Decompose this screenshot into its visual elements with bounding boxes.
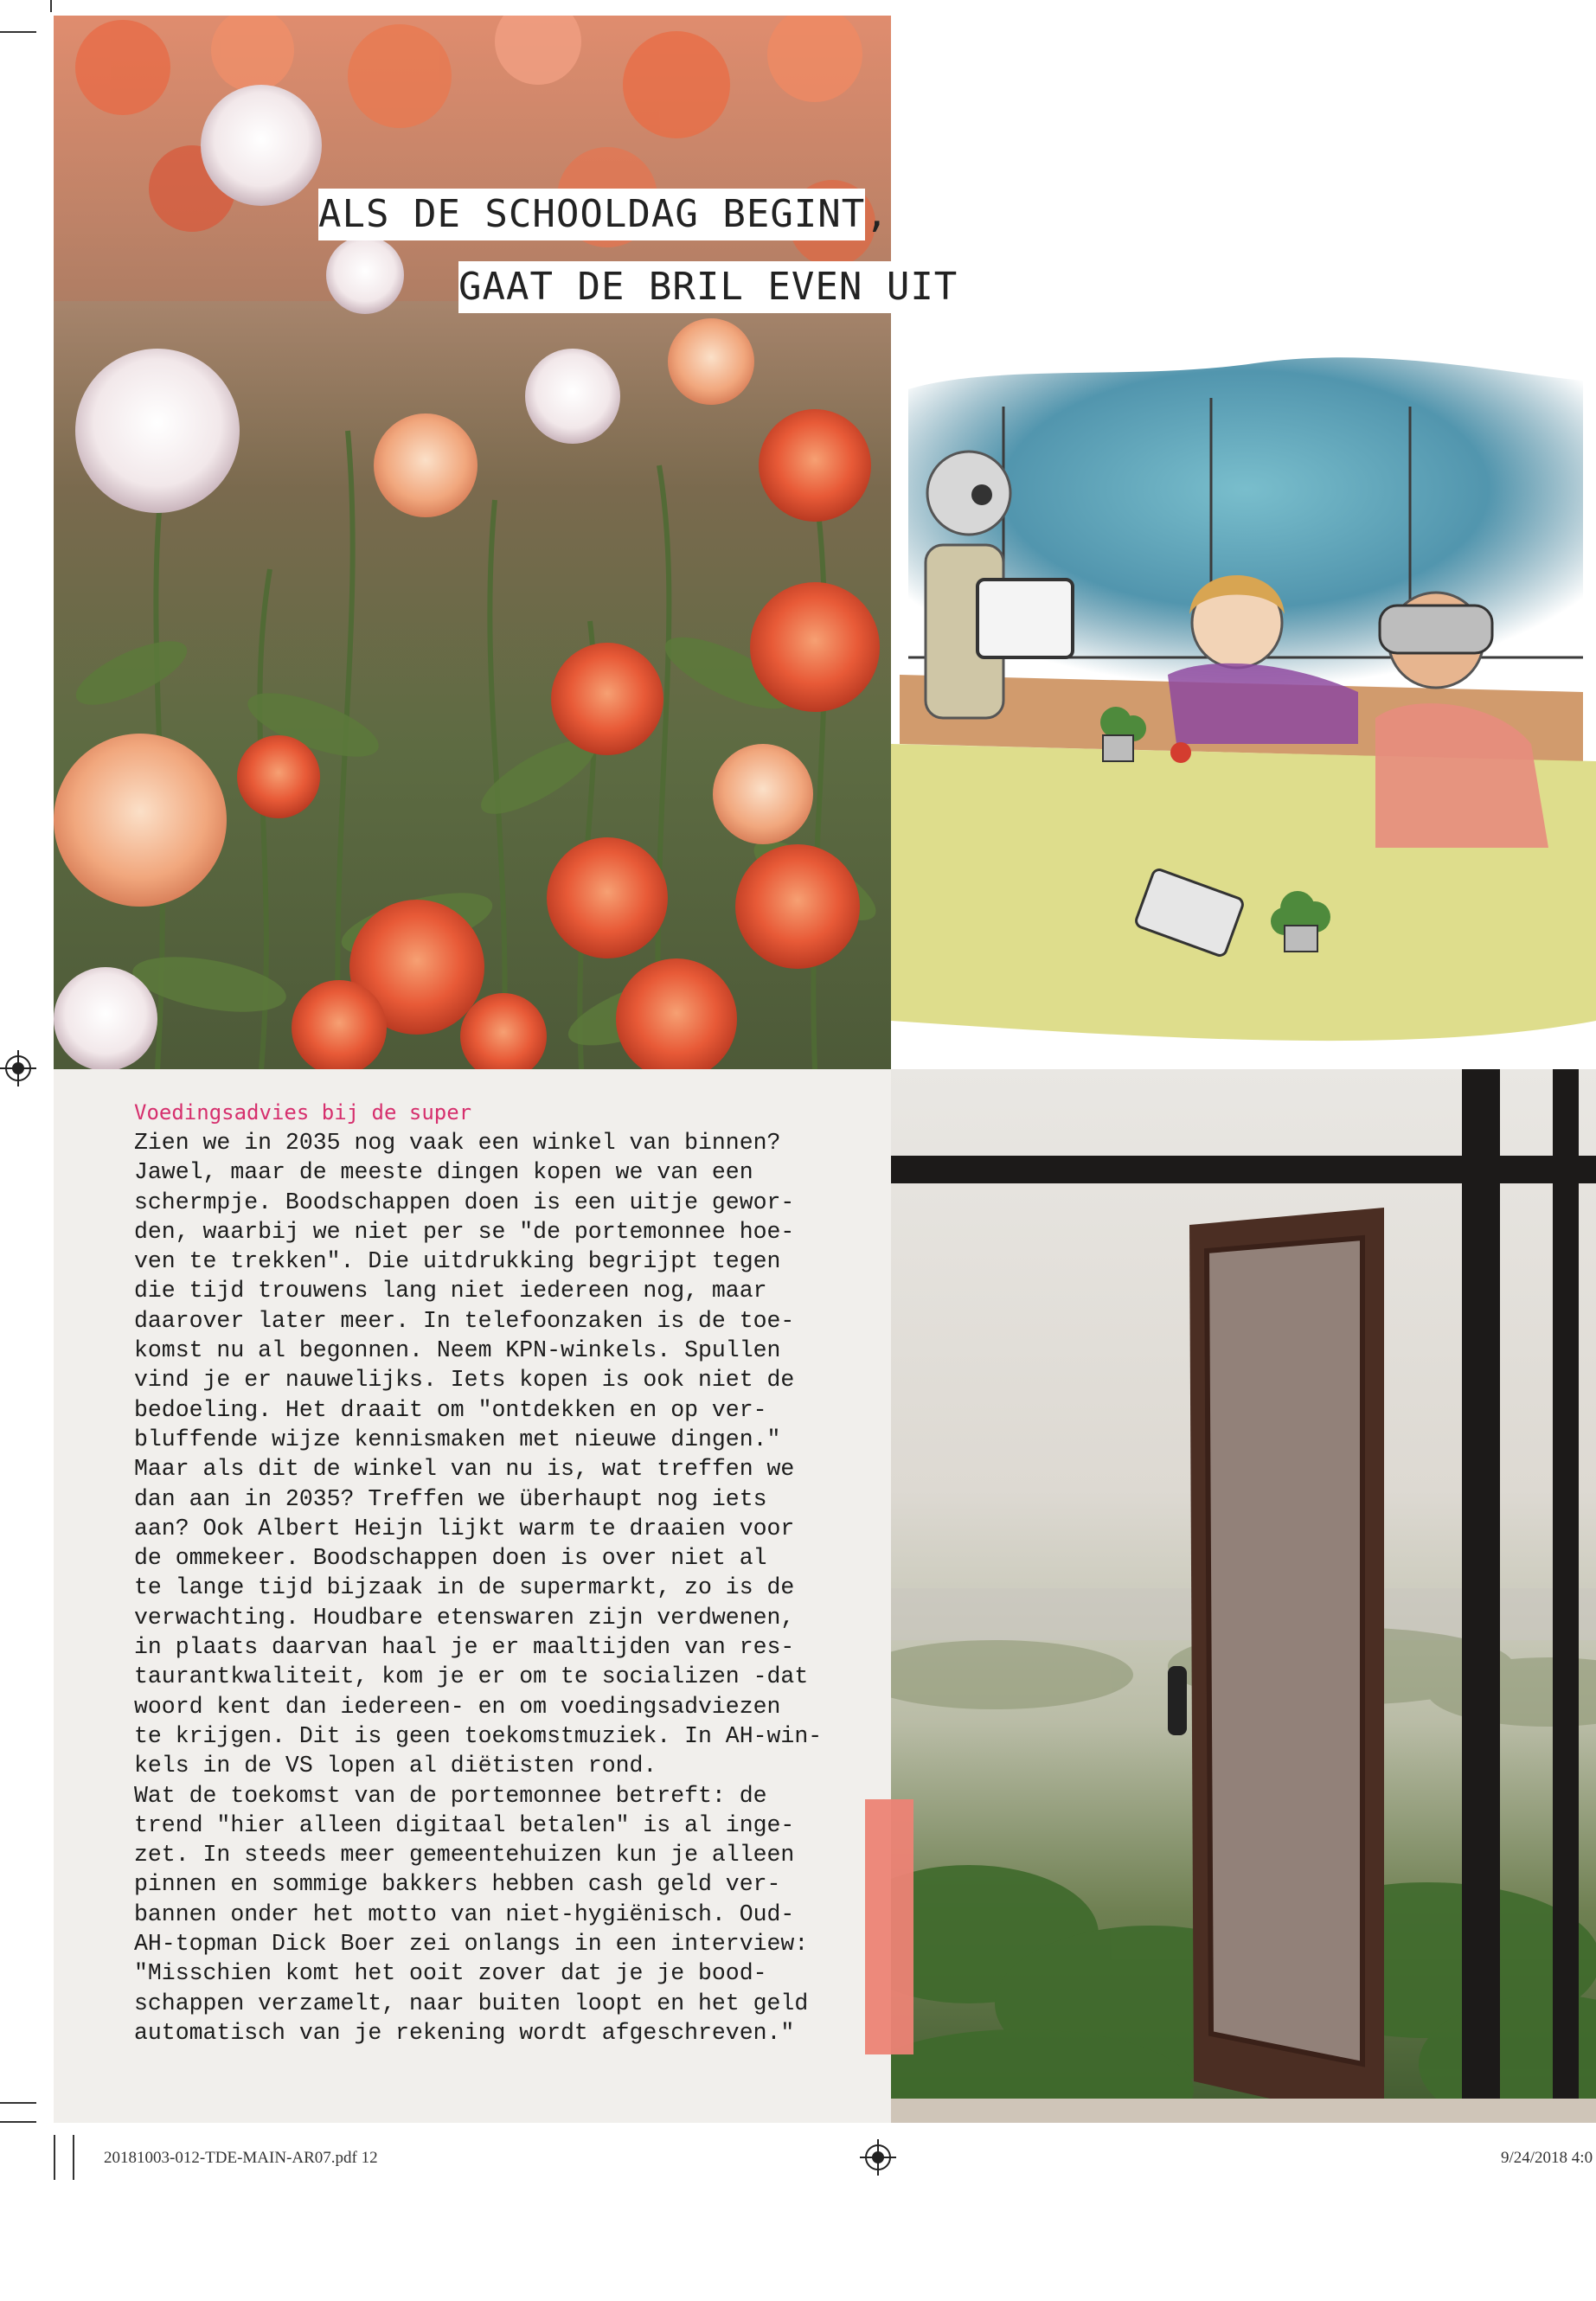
article-line: bluffende wijze kennismaken met nieuwe dingen."	[134, 1426, 781, 1452]
crop-mark	[0, 2102, 36, 2104]
article-line: kels in de VS lopen al diëtisten rond.	[134, 1753, 657, 1779]
article-line: die tijd trouwens lang niet iedereen nog, maar	[134, 1278, 767, 1304]
crop-mark	[0, 31, 36, 33]
classroom-illustration	[891, 311, 1596, 1064]
article-line: te lange tijd bijzaak in de supermarkt, zo is de	[134, 1574, 795, 1601]
article-line: Zien we in 2035 nog vaak een winkel van binnen?	[134, 1130, 781, 1156]
print-date-label: 9/24/2018 4:0	[1501, 2149, 1593, 2167]
article-line: ven te trekken". Die uitdrukking begrijpt tegen	[134, 1248, 781, 1275]
article-line: trend "hier alleen digitaal betalen" is al inge-	[134, 1811, 795, 1838]
flower-field-photo	[54, 16, 891, 1069]
article-line: Maar als dit de winkel van nu is, wat treffen we	[134, 1456, 795, 1483]
article-line: schermpje. Boodschappen doen is een uitje gewor-	[134, 1189, 795, 1215]
article-heading: Voedingsadvies bij de super	[134, 1100, 472, 1125]
crop-mark	[50, 0, 52, 12]
tape-strip	[865, 1799, 913, 2054]
crop-mark	[54, 2135, 55, 2180]
open-window-photo	[891, 1069, 1596, 2123]
article-line: Wat de toekomst van de portemonnee betreft: de	[134, 1782, 767, 1809]
article-line: komst nu al begonnen. Neem KPN-winkels. Spullen	[134, 1337, 781, 1364]
article-line: zet. In steeds meer gemeentehuizen kun je alleen	[134, 1842, 795, 1868]
title-line-1: ALS DE SCHOOLDAG BEGINT,	[318, 189, 865, 240]
article-line: dan aan in 2035? Treffen we überhaupt nog iets	[134, 1485, 767, 1512]
article-line: daarover later meer. In telefoonzaken is de toe-	[134, 1307, 795, 1334]
title-line-2: GAAT DE BRIL EVEN UIT	[458, 261, 929, 313]
article-body	[134, 1128, 843, 2048]
article-line: bedoeling. Het draait om "ontdekken en op ver-	[134, 1396, 767, 1423]
article-line: den, waarbij we niet per se "de portemonnee hoe-	[134, 1218, 795, 1245]
article-line: automatisch van je rekening wordt afgeschreven."	[134, 2019, 795, 2046]
article-line: bannen onder het motto van niet-hygiënisch. Oud-	[134, 1900, 795, 1927]
registration-mark-icon	[865, 2144, 891, 2170]
article-line: "Misschien komt het ooit zover dat je je bood-	[134, 1960, 767, 1987]
article-line: AH-topman Dick Boer zei onlangs in een interview:	[134, 1931, 809, 1958]
article-line: Jawel, maar de meeste dingen kopen we van een	[134, 1159, 753, 1186]
crop-mark	[73, 2135, 74, 2180]
article-line: in plaats daarvan haal je er maaltijden van res-	[134, 1634, 795, 1661]
article-line: aan? Ook Albert Heijn lijkt warm te draaien voor	[134, 1515, 795, 1541]
registration-mark-icon	[5, 1055, 31, 1081]
print-file-label: 20181003-012-TDE-MAIN-AR07.pdf 12	[104, 2149, 378, 2167]
article-line: te krijgen. Dit is geen toekomstmuziek. In AH-win-	[134, 1722, 823, 1749]
article-line: woord kent dan iedereen- en om voedingsadviezen	[134, 1693, 781, 1720]
article-line: schappen verzamelt, naar buiten loopt en het geld	[134, 1990, 809, 2016]
article-line: de ommekeer. Boodschappen doen is over niet al	[134, 1545, 767, 1572]
crop-mark	[0, 2121, 36, 2123]
article-line: taurantkwaliteit, kom je er om te socializen -dat	[134, 1663, 809, 1690]
article-line: verwachting. Houdbare etenswaren zijn verdwenen,	[134, 1604, 795, 1631]
article-line: pinnen en sommige bakkers hebben cash geld ver-	[134, 1871, 781, 1898]
article-line: vind je er nauwelijks. Iets kopen is ook niet de	[134, 1367, 795, 1394]
